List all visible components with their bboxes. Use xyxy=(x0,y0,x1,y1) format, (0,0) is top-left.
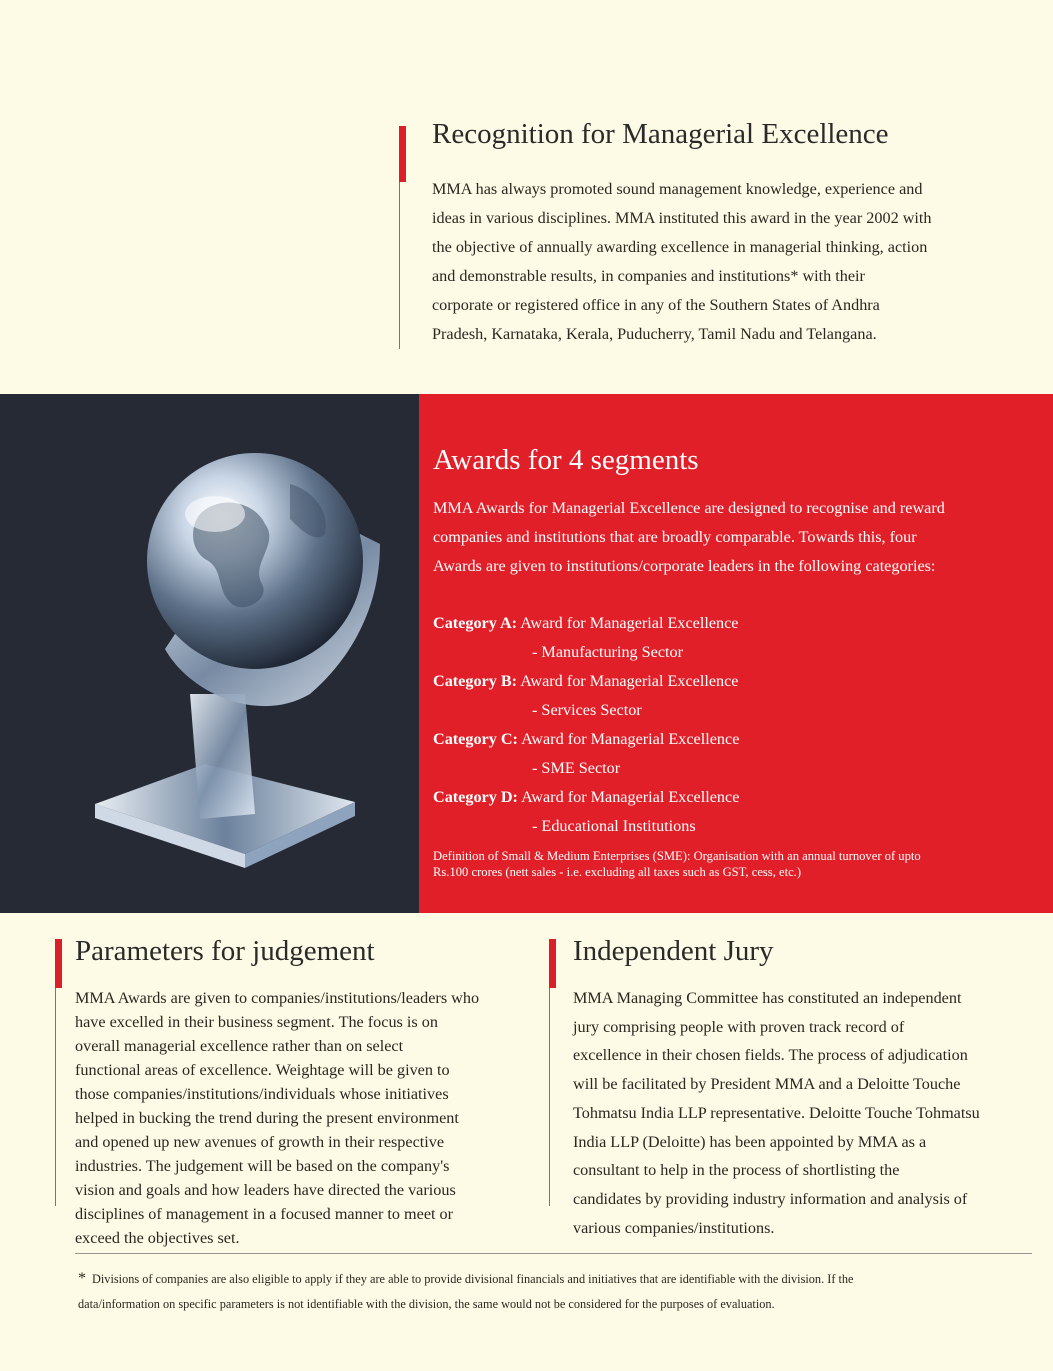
section-divider-line xyxy=(399,182,400,349)
category-award: Award for Managerial Excellence xyxy=(521,730,740,748)
recognition-line: MMA has always promoted sound management knowledge, experience and xyxy=(432,180,923,198)
recognition-title: Recognition for Managerial Excellence xyxy=(432,118,889,150)
jury-line: candidates by providing industry information and analysis of xyxy=(573,1189,968,1208)
parameters-line: MMA Awards are given to companies/institutions/leaders who xyxy=(75,989,480,1007)
jury-line: consultant to help in the process of shortlisting the xyxy=(573,1161,900,1180)
section-divider-line xyxy=(549,988,550,1206)
category-d xyxy=(433,788,739,807)
category-c xyxy=(433,730,739,749)
category-label: Category A: xyxy=(433,614,518,632)
parameters-line: those companies/institutions/individuals whose initiatives xyxy=(75,1085,449,1103)
parameters-line: exceed the objectives set. xyxy=(75,1229,240,1247)
parameters-title: Parameters for judgement xyxy=(75,935,375,967)
awards-intro-line: MMA Awards for Managerial Excellence are designed to recognise and reward xyxy=(433,499,945,517)
category-label: Category B: xyxy=(433,672,518,690)
sme-definition-note xyxy=(433,848,1043,880)
recognition-line: the objective of annually awarding excellence in managerial thinking, action xyxy=(432,238,928,256)
category-a xyxy=(433,614,739,633)
category-b xyxy=(433,672,739,691)
parameters-line: overall managerial excellence rather than on select xyxy=(75,1037,404,1055)
jury-line: Tohmatsu India LLP representative. Deloitte Touche Tohmatsu xyxy=(573,1103,980,1122)
section-accent-bar xyxy=(399,126,406,182)
parameters-line: helped in bucking the trend during the present environment xyxy=(75,1109,459,1127)
crystal-globe-trophy-icon xyxy=(0,394,419,913)
jury-line: India LLP (Deloitte) has been appointed by MMA as a xyxy=(573,1132,927,1151)
recognition-line: Pradesh, Karnataka, Kerala, Puducherry, Tamil Nadu and Telangana. xyxy=(432,325,877,343)
category-sector: - SME Sector xyxy=(532,759,621,777)
parameters-body xyxy=(75,986,540,1250)
category-sector: - Educational Institutions xyxy=(532,817,696,835)
recognition-line: ideas in various disciplines. MMA instituted this award in the year 2002 with xyxy=(432,209,932,227)
recognition-body xyxy=(432,175,1012,349)
section-accent-bar xyxy=(549,939,556,988)
awards-title: Awards for 4 segments xyxy=(433,444,699,476)
recognition-line: and demonstrable results, in companies and institutions* with their xyxy=(432,267,865,285)
category-award: Award for Managerial Excellence xyxy=(521,788,740,806)
jury-body xyxy=(573,984,1043,1242)
sme-note-line: Definition of Small & Medium Enterprises (SME): Organisation with an annual turnover of upto xyxy=(433,849,921,863)
footnote-marker: * xyxy=(78,1270,86,1287)
footnote xyxy=(78,1263,1038,1320)
category-award: Award for Managerial Excellence xyxy=(520,672,739,690)
sme-note-line: Rs.100 crores (nett sales - i.e. excluding all taxes such as GST, cess, etc.) xyxy=(433,865,802,879)
footnote-line: data/information on specific parameters is not identifiable with the division, the same would not be considered for the purposes of evaluation. xyxy=(78,1297,775,1311)
awards-intro-line: Awards are given to institutions/corporate leaders in the following categories: xyxy=(433,557,936,575)
recognition-line: corporate or registered office in any of the Southern States of Andhra xyxy=(432,296,880,314)
section-divider-line xyxy=(55,988,56,1206)
section-accent-bar xyxy=(55,939,62,988)
jury-line: jury comprising people with proven track record of xyxy=(573,1017,905,1036)
jury-title: Independent Jury xyxy=(573,935,774,967)
parameters-line: functional areas of excellence. Weightage will be given to xyxy=(75,1061,450,1079)
parameters-line: and opened up new avenues of growth in their respective xyxy=(75,1133,445,1151)
parameters-line: industries. The judgement will be based on the company's xyxy=(75,1157,450,1175)
footnote-divider xyxy=(75,1253,1032,1254)
jury-line: MMA Managing Committee has constituted an independent xyxy=(573,989,962,1007)
category-label: Category D: xyxy=(433,788,518,806)
parameters-line: have excelled in their business segment. The focus is on xyxy=(75,1013,438,1031)
category-sector: - Services Sector xyxy=(532,701,642,719)
category-award: Award for Managerial Excellence xyxy=(520,614,739,632)
footnote-text: Divisions of companies are also eligible to apply if they are able to provide divisional financials and initiatives that are identifiable with the division. If the xyxy=(92,1272,854,1286)
awards-intro xyxy=(433,494,1033,581)
parameters-line: disciplines of management in a focused manner to meet or xyxy=(75,1205,454,1223)
category-sector: - Manufacturing Sector xyxy=(532,643,684,661)
awards-panel xyxy=(419,394,1053,913)
awards-intro-line: companies and institutions that are broadly comparable. Towards this, four xyxy=(433,528,917,546)
jury-line: will be facilitated by President MMA and a Deloitte Touche xyxy=(573,1075,961,1094)
trophy-image xyxy=(0,394,419,913)
jury-line: excellence in their chosen fields. The process of adjudication xyxy=(573,1046,968,1065)
category-label: Category C: xyxy=(433,730,518,748)
jury-line: various companies/institutions. xyxy=(573,1218,775,1237)
parameters-line: vision and goals and how leaders have directed the various xyxy=(75,1181,456,1199)
